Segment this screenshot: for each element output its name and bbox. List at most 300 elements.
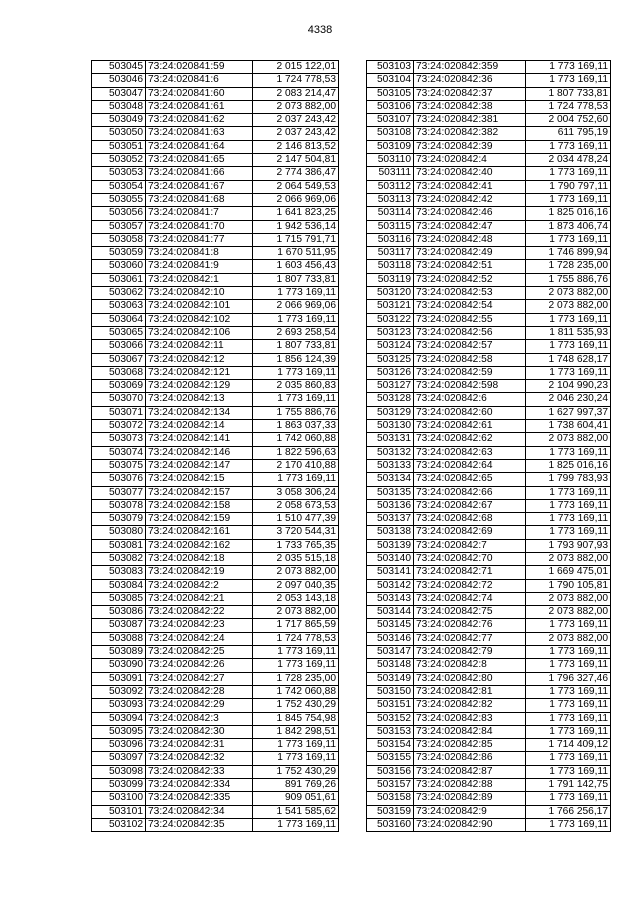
cadastral-number-cell: 73:24:020842:67 (414, 499, 526, 512)
value-cell: 1 748 628,17 (526, 353, 611, 366)
row-number-cell: 503080 (92, 526, 146, 539)
table-row (92, 87, 339, 100)
table-row (92, 326, 339, 339)
table-row (367, 619, 611, 632)
cadastral-number-cell: 73:24:020842:74 (414, 592, 526, 605)
cadastral-number-cell: 73:24:020842:60 (414, 406, 526, 419)
cadastral-number-cell: 73:24:020842:84 (414, 725, 526, 738)
cadastral-number-cell: 73:24:020842:62 (414, 433, 526, 446)
cadastral-number-cell: 73:24:020842:46 (414, 207, 526, 220)
cadastral-number-cell: 73:24:020842:72 (414, 579, 526, 592)
value-cell: 1 773 169,11 (253, 659, 339, 672)
cadastral-number-cell: 73:24:020842:56 (414, 326, 526, 339)
value-cell: 1 742 060,88 (253, 433, 339, 446)
table-row (92, 273, 339, 286)
table-row (92, 659, 339, 672)
value-cell: 1 773 169,11 (526, 752, 611, 765)
table-row (92, 260, 339, 273)
table-row (367, 273, 611, 286)
cadastral-number-cell: 73:24:020842:40 (414, 167, 526, 180)
row-number-cell: 503124 (367, 340, 414, 353)
table-row (92, 486, 339, 499)
row-number-cell: 503066 (92, 340, 146, 353)
table-row (92, 513, 339, 526)
row-number-cell: 503147 (367, 646, 414, 659)
value-cell: 2 058 673,53 (253, 499, 339, 512)
row-number-cell: 503116 (367, 233, 414, 246)
cadastral-number-cell: 73:24:020842:13 (146, 393, 253, 406)
value-cell: 1 669 475,01 (526, 566, 611, 579)
table-row (92, 193, 339, 206)
row-number-cell: 503046 (92, 74, 146, 87)
value-cell: 1 773 169,11 (253, 646, 339, 659)
row-number-cell: 503102 (92, 818, 146, 831)
cadastral-number-cell: 73:24:020842:129 (146, 380, 253, 393)
cadastral-number-cell: 73:24:020842:335 (146, 792, 253, 805)
cadastral-number-cell: 73:24:020841:9 (146, 260, 253, 273)
value-cell: 1 822 596,63 (253, 446, 339, 459)
cadastral-number-cell: 73:24:020842:29 (146, 699, 253, 712)
row-number-cell: 503157 (367, 779, 414, 792)
table-row (367, 779, 611, 792)
value-cell: 1 728 235,00 (253, 672, 339, 685)
value-cell: 1 773 169,11 (253, 366, 339, 379)
table-row (92, 712, 339, 725)
cadastral-number-cell: 73:24:020842:54 (414, 300, 526, 313)
left-table-body (92, 61, 339, 832)
cadastral-number-cell: 73:24:020841:65 (146, 154, 253, 167)
value-cell: 1 755 886,76 (253, 406, 339, 419)
table-row (92, 61, 339, 74)
value-cell: 1 773 169,11 (526, 446, 611, 459)
cadastral-number-cell: 73:24:020842:134 (146, 406, 253, 419)
table-row (367, 579, 611, 592)
cadastral-number-cell: 73:24:020842:35 (146, 818, 253, 831)
row-number-cell: 503128 (367, 393, 414, 406)
value-cell: 1 746 899,94 (526, 247, 611, 260)
row-number-cell: 503134 (367, 473, 414, 486)
row-number-cell: 503072 (92, 420, 146, 433)
cadastral-number-cell: 73:24:020842:69 (414, 526, 526, 539)
value-cell: 2 073 882,00 (253, 566, 339, 579)
value-cell: 1 773 169,11 (526, 193, 611, 206)
table-row (92, 699, 339, 712)
row-number-cell: 503051 (92, 140, 146, 153)
value-cell: 1 773 169,11 (526, 486, 611, 499)
value-cell: 2 083 214,47 (253, 87, 339, 100)
cadastral-number-cell: 73:24:020842:51 (414, 260, 526, 273)
value-cell: 1 766 256,17 (526, 805, 611, 818)
row-number-cell: 503106 (367, 100, 414, 113)
value-cell: 2 066 969,06 (253, 300, 339, 313)
value-cell: 1 752 430,29 (253, 699, 339, 712)
table-row (367, 180, 611, 193)
table-row (92, 459, 339, 472)
cadastral-number-cell: 73:24:020842:24 (146, 632, 253, 645)
value-cell: 1 541 585,62 (253, 805, 339, 818)
table-row (92, 433, 339, 446)
cadastral-number-cell: 73:24:020842:77 (414, 632, 526, 645)
table-row (92, 632, 339, 645)
value-cell: 3 720 544,31 (253, 526, 339, 539)
cadastral-number-cell: 73:24:020842:2 (146, 579, 253, 592)
table-row (92, 579, 339, 592)
row-number-cell: 503073 (92, 433, 146, 446)
table-row (367, 313, 611, 326)
table-row (367, 606, 611, 619)
table-row (92, 539, 339, 552)
table-row (92, 473, 339, 486)
row-number-cell: 503125 (367, 353, 414, 366)
value-cell: 1 773 169,11 (253, 473, 339, 486)
cadastral-number-cell: 73:24:020841:70 (146, 220, 253, 233)
row-number-cell: 503142 (367, 579, 414, 592)
value-cell: 2 035 515,18 (253, 552, 339, 565)
value-cell: 2 073 882,00 (526, 606, 611, 619)
row-number-cell: 503052 (92, 154, 146, 167)
table-row (367, 140, 611, 153)
row-number-cell: 503135 (367, 486, 414, 499)
value-cell: 1 773 169,11 (526, 818, 611, 831)
value-cell: 3 058 306,24 (253, 486, 339, 499)
row-number-cell: 503149 (367, 672, 414, 685)
row-number-cell: 503087 (92, 619, 146, 632)
cadastral-number-cell: 73:24:020841:64 (146, 140, 253, 153)
row-number-cell: 503113 (367, 193, 414, 206)
value-cell: 1 752 430,29 (253, 765, 339, 778)
table-row (92, 619, 339, 632)
row-number-cell: 503098 (92, 765, 146, 778)
cadastral-number-cell: 73:24:020842:39 (414, 140, 526, 153)
cadastral-number-cell: 73:24:020842:85 (414, 739, 526, 752)
table-row (367, 167, 611, 180)
table-row (92, 353, 339, 366)
row-number-cell: 503069 (92, 380, 146, 393)
value-cell: 2 073 882,00 (526, 433, 611, 446)
value-cell: 2 073 882,00 (526, 632, 611, 645)
table-row (92, 685, 339, 698)
cadastral-number-cell: 73:24:020842:598 (414, 380, 526, 393)
value-cell: 1 773 169,11 (253, 287, 339, 300)
row-number-cell: 503138 (367, 526, 414, 539)
value-cell: 2 146 813,52 (253, 140, 339, 153)
table-row (367, 752, 611, 765)
row-number-cell: 503085 (92, 592, 146, 605)
table-row (367, 154, 611, 167)
row-number-cell: 503094 (92, 712, 146, 725)
value-cell: 1 845 754,98 (253, 712, 339, 725)
table-row (367, 393, 611, 406)
cadastral-number-cell: 73:24:020842:25 (146, 646, 253, 659)
value-cell: 2 073 882,00 (526, 592, 611, 605)
table-row (367, 473, 611, 486)
table-row (92, 100, 339, 113)
value-cell: 1 773 169,11 (526, 685, 611, 698)
table-row (367, 818, 611, 831)
cadastral-number-cell: 73:24:020842:81 (414, 685, 526, 698)
row-number-cell: 503091 (92, 672, 146, 685)
cadastral-number-cell: 73:24:020842:102 (146, 313, 253, 326)
row-number-cell: 503118 (367, 260, 414, 273)
table-row (92, 167, 339, 180)
cadastral-number-cell: 73:24:020842:28 (146, 685, 253, 698)
row-number-cell: 503123 (367, 326, 414, 339)
table-row (367, 459, 611, 472)
table-row (92, 779, 339, 792)
table-row (92, 552, 339, 565)
row-number-cell: 503048 (92, 100, 146, 113)
table-row (92, 526, 339, 539)
row-number-cell: 503092 (92, 685, 146, 698)
table-row (92, 154, 339, 167)
value-cell: 2 073 882,00 (526, 287, 611, 300)
cadastral-number-cell: 73:24:020842:49 (414, 247, 526, 260)
cadastral-number-cell: 73:24:020842:12 (146, 353, 253, 366)
row-number-cell: 503078 (92, 499, 146, 512)
row-number-cell: 503079 (92, 513, 146, 526)
cadastral-number-cell: 73:24:020842:31 (146, 739, 253, 752)
value-cell: 1 773 169,11 (253, 752, 339, 765)
value-cell: 1 773 169,11 (526, 659, 611, 672)
cadastral-number-cell: 73:24:020842:8 (414, 659, 526, 672)
page-number: 4338 (307, 24, 333, 36)
row-number-cell: 503126 (367, 366, 414, 379)
cadastral-number-cell: 73:24:020842:64 (414, 459, 526, 472)
table-row (92, 646, 339, 659)
value-cell: 611 795,19 (526, 127, 611, 140)
row-number-cell: 503152 (367, 712, 414, 725)
table-row (367, 486, 611, 499)
table-row (367, 366, 611, 379)
table-row (92, 805, 339, 818)
table-row (367, 725, 611, 738)
row-number-cell: 503047 (92, 87, 146, 100)
row-number-cell: 503053 (92, 167, 146, 180)
table-row (92, 752, 339, 765)
value-cell: 1 773 169,11 (526, 792, 611, 805)
cadastral-number-cell: 73:24:020842:53 (414, 287, 526, 300)
table-row (92, 366, 339, 379)
cadastral-number-cell: 73:24:020842:121 (146, 366, 253, 379)
right-table-body (367, 61, 611, 832)
cadastral-number-cell: 73:24:020841:7 (146, 207, 253, 220)
table-row (367, 114, 611, 127)
value-cell: 2 066 969,06 (253, 193, 339, 206)
cadastral-number-cell: 73:24:020842:36 (414, 74, 526, 87)
value-cell: 2 035 860,83 (253, 380, 339, 393)
value-cell: 1 773 169,11 (526, 699, 611, 712)
row-number-cell: 503151 (367, 699, 414, 712)
table-row (92, 566, 339, 579)
value-cell: 1 807 733,81 (253, 340, 339, 353)
value-cell: 1 627 997,37 (526, 406, 611, 419)
cadastral-number-cell: 73:24:020842:27 (146, 672, 253, 685)
table-row (92, 247, 339, 260)
table-row (92, 313, 339, 326)
table-row (92, 140, 339, 153)
row-number-cell: 503160 (367, 818, 414, 831)
value-cell: 2 774 386,47 (253, 167, 339, 180)
row-number-cell: 503095 (92, 725, 146, 738)
table-row (367, 353, 611, 366)
row-number-cell: 503130 (367, 420, 414, 433)
value-cell: 1 773 169,11 (526, 74, 611, 87)
value-cell: 1 773 169,11 (526, 619, 611, 632)
row-number-cell: 503159 (367, 805, 414, 818)
cadastral-number-cell: 73:24:020841:6 (146, 74, 253, 87)
row-number-cell: 503050 (92, 127, 146, 140)
cadastral-number-cell: 73:24:020842:76 (414, 619, 526, 632)
cadastral-number-cell: 73:24:020842:71 (414, 566, 526, 579)
value-cell: 1 807 733,81 (253, 273, 339, 286)
value-cell: 1 807 733,81 (526, 87, 611, 100)
row-number-cell: 503097 (92, 752, 146, 765)
table-row (92, 114, 339, 127)
value-cell: 1 863 037,33 (253, 420, 339, 433)
table-row (367, 406, 611, 419)
cadastral-number-cell: 73:24:020842:61 (414, 420, 526, 433)
value-cell: 1 603 456,43 (253, 260, 339, 273)
table-row (367, 646, 611, 659)
row-number-cell: 503144 (367, 606, 414, 619)
table-row (367, 260, 611, 273)
value-cell: 2 015 122,01 (253, 61, 339, 74)
table-row (92, 739, 339, 752)
value-cell: 1 773 169,11 (526, 340, 611, 353)
cadastral-number-cell: 73:24:020842:55 (414, 313, 526, 326)
cadastral-number-cell: 73:24:020841:60 (146, 87, 253, 100)
table-row (92, 406, 339, 419)
table-row (92, 446, 339, 459)
value-cell: 2 104 990,23 (526, 380, 611, 393)
cadastral-number-cell: 73:24:020842:57 (414, 340, 526, 353)
table-row (367, 499, 611, 512)
cadastral-number-cell: 73:24:020842:101 (146, 300, 253, 313)
cadastral-number-cell: 73:24:020842:381 (414, 114, 526, 127)
table-row (367, 765, 611, 778)
table-row (92, 606, 339, 619)
row-number-cell: 503114 (367, 207, 414, 220)
cadastral-number-cell: 73:24:020842:22 (146, 606, 253, 619)
row-number-cell: 503156 (367, 765, 414, 778)
row-number-cell: 503122 (367, 313, 414, 326)
right-cadastral-table (366, 60, 611, 832)
value-cell: 1 714 409,12 (526, 739, 611, 752)
table-row (92, 725, 339, 738)
row-number-cell: 503049 (92, 114, 146, 127)
cadastral-number-cell: 73:24:020842:18 (146, 552, 253, 565)
row-number-cell: 503071 (92, 406, 146, 419)
value-cell: 1 733 765,35 (253, 539, 339, 552)
value-cell: 2 064 549,53 (253, 180, 339, 193)
value-cell: 1 773 169,11 (526, 167, 611, 180)
table-row (367, 739, 611, 752)
table-row (92, 207, 339, 220)
value-cell: 1 856 124,39 (253, 353, 339, 366)
value-cell: 1 773 169,11 (526, 313, 611, 326)
row-number-cell: 503081 (92, 539, 146, 552)
row-number-cell: 503058 (92, 233, 146, 246)
cadastral-number-cell: 73:24:020842:30 (146, 725, 253, 738)
row-number-cell: 503100 (92, 792, 146, 805)
value-cell: 1 799 783,93 (526, 473, 611, 486)
left-cadastral-table (91, 60, 339, 832)
row-number-cell: 503117 (367, 247, 414, 260)
table-row (367, 207, 611, 220)
value-cell: 1 773 169,11 (526, 140, 611, 153)
table-row (92, 393, 339, 406)
table-row (92, 672, 339, 685)
value-cell: 2 037 243,42 (253, 114, 339, 127)
value-cell: 1 873 406,74 (526, 220, 611, 233)
row-number-cell: 503099 (92, 779, 146, 792)
row-number-cell: 503108 (367, 127, 414, 140)
row-number-cell: 503103 (367, 61, 414, 74)
cadastral-number-cell: 73:24:020842:157 (146, 486, 253, 499)
row-number-cell: 503110 (367, 154, 414, 167)
value-cell: 1 724 778,53 (253, 632, 339, 645)
cadastral-number-cell: 73:24:020842:334 (146, 779, 253, 792)
table-row (367, 592, 611, 605)
table-row (367, 805, 611, 818)
row-number-cell: 503054 (92, 180, 146, 193)
cadastral-number-cell: 73:24:020841:8 (146, 247, 253, 260)
row-number-cell: 503065 (92, 326, 146, 339)
cadastral-number-cell: 73:24:020842:68 (414, 513, 526, 526)
table-row (92, 380, 339, 393)
cadastral-number-cell: 73:24:020842:58 (414, 353, 526, 366)
value-cell: 2 693 258,54 (253, 326, 339, 339)
cadastral-number-cell: 73:24:020842:90 (414, 818, 526, 831)
table-row (367, 87, 611, 100)
cadastral-number-cell: 73:24:020842:47 (414, 220, 526, 233)
table-row (367, 699, 611, 712)
table-row (92, 499, 339, 512)
cadastral-number-cell: 73:24:020841:66 (146, 167, 253, 180)
row-number-cell: 503056 (92, 207, 146, 220)
cadastral-number-cell: 73:24:020842:14 (146, 420, 253, 433)
table-row (92, 180, 339, 193)
value-cell: 1 942 536,14 (253, 220, 339, 233)
value-cell: 1 773 169,11 (526, 765, 611, 778)
table-row (367, 659, 611, 672)
value-cell: 1 842 298,51 (253, 725, 339, 738)
table-row (367, 100, 611, 113)
table-row (92, 74, 339, 87)
cadastral-number-cell: 73:24:020841:68 (146, 193, 253, 206)
table-row (92, 340, 339, 353)
value-cell: 1 717 865,59 (253, 619, 339, 632)
table-row (367, 380, 611, 393)
value-cell: 1 790 105,81 (526, 579, 611, 592)
cadastral-number-cell: 73:24:020842:70 (414, 552, 526, 565)
table-row (92, 287, 339, 300)
row-number-cell: 503148 (367, 659, 414, 672)
cadastral-number-cell: 73:24:020842:158 (146, 499, 253, 512)
cadastral-number-cell: 73:24:020842:1 (146, 273, 253, 286)
table-row (367, 420, 611, 433)
value-cell: 1 755 886,76 (526, 273, 611, 286)
cadastral-number-cell: 73:24:020842:141 (146, 433, 253, 446)
cadastral-number-cell: 73:24:020842:6 (414, 393, 526, 406)
cadastral-number-cell: 73:24:020842:86 (414, 752, 526, 765)
row-number-cell: 503077 (92, 486, 146, 499)
row-number-cell: 503086 (92, 606, 146, 619)
row-number-cell: 503109 (367, 140, 414, 153)
row-number-cell: 503090 (92, 659, 146, 672)
row-number-cell: 503139 (367, 539, 414, 552)
row-number-cell: 503131 (367, 433, 414, 446)
